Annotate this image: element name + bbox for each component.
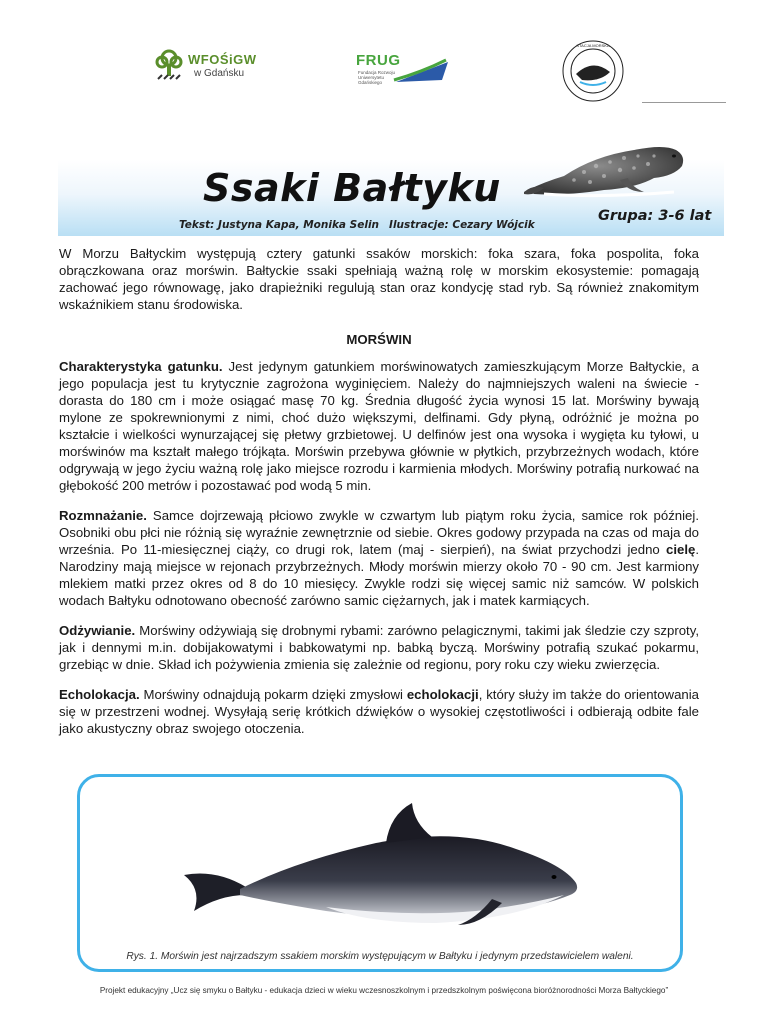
frug-logo: [356, 50, 456, 90]
age-group-badge: Grupa: 3-6 lat: [598, 208, 712, 224]
figure-caption: Rys. 1. Morświn jest najrzadszym ssakiem morskim występującym w Bałtyku i jedynym przedstawicielem waleni.: [126, 951, 634, 962]
section-heading: MORŚWIN: [346, 332, 412, 347]
stacja-morska-logo: [560, 38, 626, 104]
seal-icon: [524, 136, 690, 198]
highlighted-term: cielę: [665, 542, 696, 557]
paragraph-feeding: [59, 622, 699, 673]
paragraph-echolocation: [59, 686, 699, 737]
intro-paragraph: W Morzu Bałtyckim występują cztery gatunki ssaków morskich: foka szara, foka pospolita, foka obrączkowana oraz morświn. Bałtyckie ssaki spełniają ważną rolę w morskim ekosystemie: pomagają zachować jego równowagę, jako drapieżniki regulują stan oraz kondycję stad ryb. Są również znakomitym wskaźnikiem stanu środowiska.: [59, 246, 699, 312]
paragraph-text: Morświny odżywiają się drobnymi rybami: zarówno pelagicznymi, takimi jak śledzie czy szproty, jak i dennymi m.in. dobijakowatymi i babkowatymi np. babką byczą. Morświny potrafią szukać pokarmu, grzebiąc w dnie. Skład ich pożywienia zmienia się zależnie od regionu, pory roku czy wieku zwierzęcia.: [59, 623, 699, 672]
paragraph-text: Morświny odnajdują pokarm dzięki zmysłowi: [139, 687, 407, 702]
figure-frame: [77, 774, 683, 972]
paragraph-label: Odżywianie.: [59, 623, 136, 638]
wfosigw-logo: [154, 48, 264, 88]
wfosigw-name: WFOŚiGW: [188, 52, 257, 67]
paragraph-label: Rozmnażanie.: [59, 508, 147, 523]
project-footer: Projekt edukacyjny „Ucz się smyku o Bałtyku - edukacja dzieci w wieku wczesnoszkolnym i przedszkolnym poświęcona bioróżnorodności Morza Bałtyckiego”: [99, 986, 669, 995]
paragraph-text: Samce dojrzewają płciowo zwykle w czwartym lub piątym roku życia, samice rok później. Osobniki obu płci nie różnią się wyraźnie zewnętrznie od siebie. Okres godowy przypada na czas od maja do września. Po 11-miesięcznej ciąży, co drugi rok, latem (maj - sierpień), na świat przychodzi jedno: [59, 508, 699, 557]
paragraph-characteristics: [59, 358, 699, 494]
header-divider: [642, 102, 726, 103]
highlighted-term: echolokacji: [406, 687, 479, 702]
logo-bar: [0, 30, 768, 110]
porpoise-icon: [176, 791, 586, 939]
paragraph-label: Echolokacja.: [59, 687, 140, 702]
article-body: [59, 245, 699, 750]
stacja-text: STACJA MORSKA: [576, 43, 610, 48]
credits: [179, 219, 545, 231]
paragraph-reproduction: [59, 507, 699, 609]
tree-icon: [154, 48, 184, 82]
page-title: Ssaki Bałtyku: [203, 166, 501, 210]
frug-subtitle: Fundacja Rozwoju Uniwersytetu Gdańskiego: [358, 70, 396, 85]
wfosigw-subtitle: w Gdańsku: [194, 68, 245, 79]
illustration-credit: Ilustracje: Cezary Wójcik: [389, 219, 535, 231]
title-banner: [58, 160, 724, 236]
swoosh-icon: [392, 54, 450, 84]
text-authors: Tekst: Justyna Kapa, Monika Selin: [179, 219, 380, 231]
frug-name: FRUG: [356, 52, 401, 69]
paragraph-label: Charakterystyka gatunku.: [59, 359, 223, 374]
paragraph-text: , który służy im także do orientowania się w przestrzeni wodnej. Wysyłają serię krótkich dźwięków o wysokiej częstotliwości i odbierają odbite fale jako akustyczny obraz swojego otoczenia.: [59, 687, 699, 736]
paragraph-text: Jest jedynym gatunkiem morświnowatych zamieszkującym Morze Bałtyckie, a jego populacja jest tu krytycznie zagrożona wyginięciem. Należy do najmniejszych waleni na świecie - dorasta do 180 cm i może osiągać masę 70 kg. Średnia długość życia wynosi 15 lat. Morświny bywają mylone ze spokrewnionymi z nimi, choć dużo większymi, delfinami. Gdy płyną, odróżnić je można po kształcie i wielkości wynurzającej się płetwy grzbietowej. U delfinów jest ona wysoka i wygięta ku tyłowi, u morświnów ma kształt małego trójkąta. Morświn przebywa głównie w płytkich, przybrzeżnych wodach, które odgrywają w jego życiu ważną rolę jako miejsce rozrodu i karmienia młodych. Morświny potrafią nurkować na głębokość 200 metrów i pozostawać pod wodą 5 min.: [59, 359, 699, 493]
paragraph-text: . Narodziny mają miejsce w rejonach przybrzeżnych. Młody morświn mierzy około 70 - 90 cm. Jest karmiony mlekiem matki przez okres od 8 do 10 miesięcy. Zwykle rodzi się więcej samic niż samców. W polskich wodach Bałtyku odnotowano obecność zarówno samic ciężarnych, jak i matek karmiących.: [59, 542, 699, 608]
